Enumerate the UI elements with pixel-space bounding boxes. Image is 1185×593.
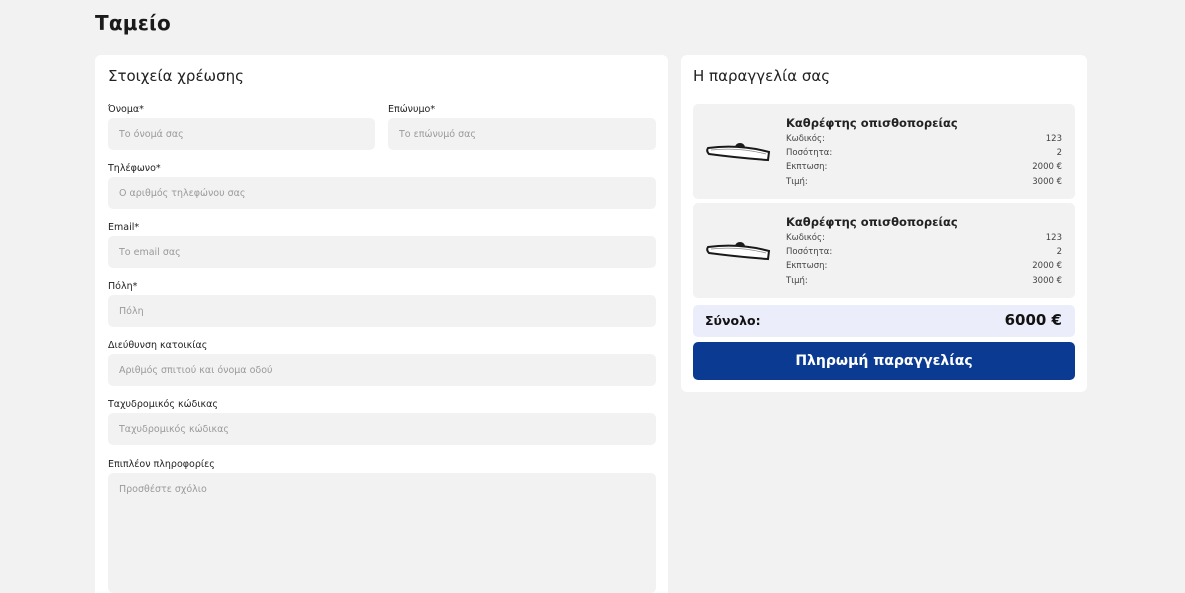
email-label: Email* xyxy=(108,222,140,233)
item-code-value: 123 xyxy=(1045,134,1062,144)
notes-textarea[interactable] xyxy=(108,473,656,593)
order-item xyxy=(693,104,1075,199)
item-price-label: Τιμή: xyxy=(786,177,808,187)
order-heading: Η παραγγελία σας xyxy=(693,67,831,85)
first-name-input[interactable] xyxy=(108,118,375,150)
total-label: Σύνολο: xyxy=(705,313,761,328)
item-discount-label: Εκπτωση: xyxy=(786,261,828,271)
item-discount-value: 2000 € xyxy=(1032,261,1062,271)
order-item xyxy=(693,203,1075,298)
item-code-value: 123 xyxy=(1045,233,1062,243)
item-price-value: 3000 € xyxy=(1032,177,1062,187)
address-label: Διεύθυνση κατοικίας xyxy=(108,340,208,351)
order-total xyxy=(693,305,1075,337)
first-name-label: Όνομα* xyxy=(108,104,144,115)
item-quantity-value: 2 xyxy=(1056,247,1062,257)
postal-code-label: Ταχυδρομικός κώδικας xyxy=(108,399,218,410)
page-title: Ταμείο xyxy=(95,11,171,35)
item-discount-value: 2000 € xyxy=(1032,162,1062,172)
last-name-label: Επώνυμο* xyxy=(388,104,436,115)
item-code-label: Κωδικός: xyxy=(786,233,825,243)
item-quantity-label: Ποσότητα: xyxy=(786,247,833,257)
phone-label: Τηλέφωνο* xyxy=(108,163,161,174)
item-name: Καθρέφτης οπισθοπορείας xyxy=(786,116,958,130)
city-input[interactable] xyxy=(108,295,656,327)
item-price-value: 3000 € xyxy=(1032,276,1062,286)
billing-heading: Στοιχεία χρέωσης xyxy=(108,67,244,85)
billing-card xyxy=(95,55,668,593)
item-quantity-value: 2 xyxy=(1056,148,1062,158)
item-price-label: Τιμή: xyxy=(786,276,808,286)
item-discount-row xyxy=(786,261,1062,271)
phone-input[interactable] xyxy=(108,177,656,209)
item-code-row xyxy=(786,233,1062,243)
email-input[interactable] xyxy=(108,236,656,268)
last-name-input[interactable] xyxy=(388,118,656,150)
item-discount-row xyxy=(786,162,1062,172)
notes-label: Επιπλέον πληροφορίες xyxy=(108,459,215,470)
item-code-row xyxy=(786,134,1062,144)
order-card xyxy=(681,55,1087,392)
item-quantity-row xyxy=(786,247,1062,257)
item-price-row xyxy=(786,177,1062,187)
item-code-label: Κωδικός: xyxy=(786,134,825,144)
item-quantity-row xyxy=(786,148,1062,158)
total-value: 6000 € xyxy=(1004,311,1062,329)
item-quantity-label: Ποσότητα: xyxy=(786,148,833,158)
address-input[interactable] xyxy=(108,354,656,386)
city-label: Πόλη* xyxy=(108,281,138,292)
postal-code-input[interactable] xyxy=(108,413,656,445)
rearview-mirror-icon xyxy=(705,138,773,166)
item-price-row xyxy=(786,276,1062,286)
pay-order-button[interactable]: Πληρωμή παραγγελίας xyxy=(693,342,1075,380)
rearview-mirror-icon xyxy=(705,237,773,265)
item-discount-label: Εκπτωση: xyxy=(786,162,828,172)
item-name: Καθρέφτης οπισθοπορείας xyxy=(786,215,958,229)
